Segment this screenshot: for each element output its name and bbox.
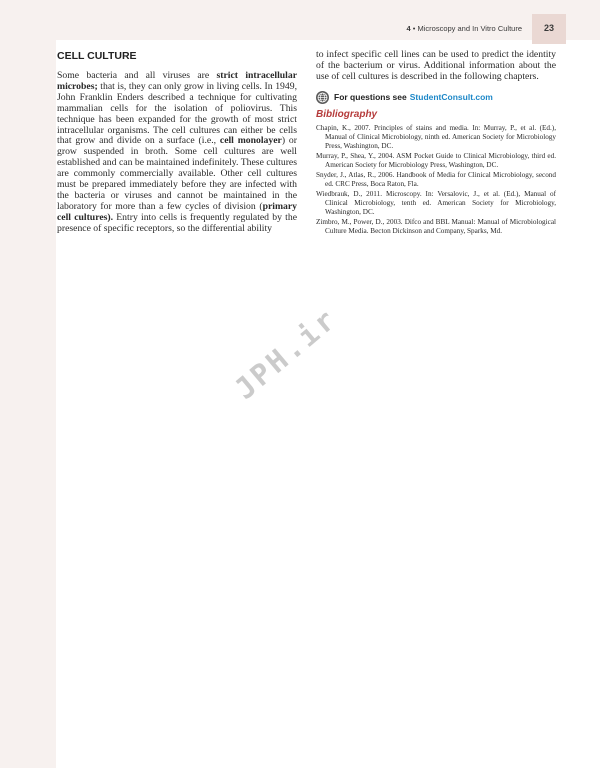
text-run: Some bacteria and all viruses are — [57, 70, 217, 81]
chapter-title: Microscopy and In Vitro Culture — [417, 24, 522, 33]
page-number: 23 — [543, 23, 554, 33]
student-consult-link[interactable]: StudentConsult.com — [409, 92, 493, 103]
running-head — [407, 24, 523, 33]
reference-item: Zimbro, M., Power, D., 2003. Difco and BBL Manual: Manual of Microbiological Culture Media. Becton Dickinson and Company, Sparks, Md. — [316, 217, 556, 235]
reference-item: Snyder, J., Atlas, R., 2006. Handbook of Media for Clinical Microbiology, second ed. CRC Press, Boca Raton, Fla. — [316, 170, 556, 188]
reference-item: Murray, P., Shea, Y., 2004. ASM Pocket Guide to Clinical Microbiology, third ed. American Society for Microbiology Press, Washington, DC. — [316, 151, 556, 169]
watermark: JPH.ir — [228, 301, 344, 407]
section-title: CELL CULTURE — [57, 50, 137, 62]
text-run: that is, they can only grow in living cells. In 1949, John Franklin Enders described a technique for cultivating mammalian cells for the isolation of poliovirus. This technique has been expanded for the growth of most strict intracellular organisms. The cell cultures can either be cells that grow and divide on a surface (i.e., — [57, 80, 297, 147]
continuation-paragraph: to infect specific cell lines can be used to predict the identity of the bacterium or virus. Additional information about the use of cell cultures is described in the following chapters. — [316, 49, 556, 82]
chapter-number: 4 — [406, 24, 411, 33]
cell-culture-paragraph — [57, 71, 297, 235]
left-margin-band — [0, 0, 56, 768]
reference-item: Wiedbrauk, D., 2011. Microscopy. In: Versalovic, J., et al. (Ed.), Manual of Clinical Microbiology, tenth ed. American Society for Microbiology, Washington, DC. — [316, 189, 556, 216]
bibliography-title: Bibliography — [316, 108, 378, 120]
bold-term: primary cell cultures). — [57, 200, 297, 223]
text-run: ) or grow suspended in broth. Some cell cultures are well established and can be maintained indefinitely. These cultures are commonly commercially available. Other cell cultures must be prepared immediately before they are infected with the bacteria or viruses and cannot be maintained in the laboratory for more than a few cycles of division ( — [57, 135, 298, 212]
text-run: Entry into cells is frequently regulated by the presence of specific receptors, so the differential ability — [57, 211, 297, 234]
reference-list — [316, 124, 556, 236]
globe-icon — [316, 91, 329, 104]
header-band — [56, 0, 600, 40]
header-separator: • — [412, 24, 416, 33]
bold-term: strict intracellular microbes; — [57, 70, 297, 92]
left-column — [57, 50, 297, 235]
student-consult-callout — [316, 91, 556, 104]
right-column — [316, 50, 556, 237]
reference-item: Chapin, K., 2007. Principles of stains and media. In: Murray, P., et al. (Ed.), Manual of Clinical Microbiology, ninth ed. American Society for Microbiology Press, Washington, DC. — [316, 123, 556, 150]
consult-text: For questions see — [334, 92, 407, 103]
bold-term: cell monolayer — [219, 135, 282, 147]
